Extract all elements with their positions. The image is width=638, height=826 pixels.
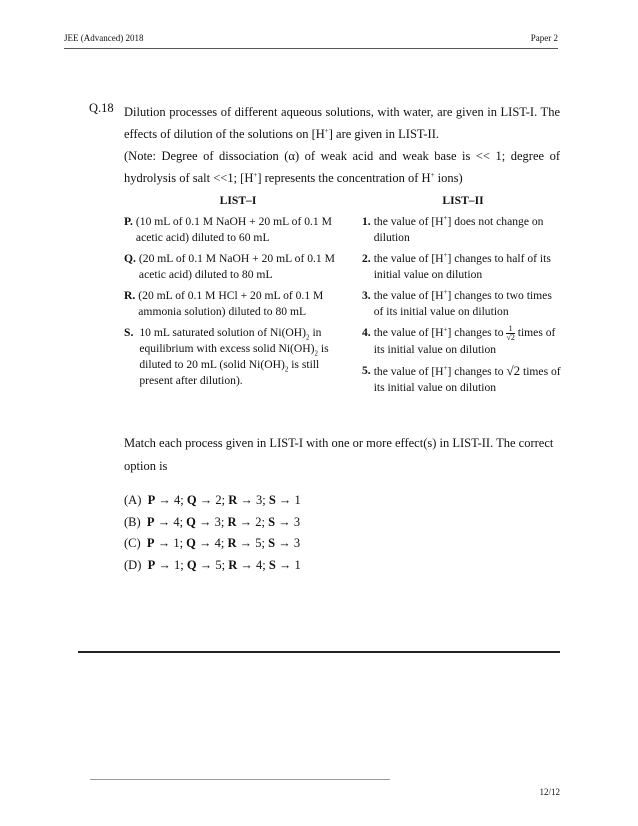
option-a[interactable] (124, 490, 301, 512)
mapping-target: → 1 (275, 493, 301, 507)
list-i-key: Q (186, 557, 197, 572)
list-ii-item-1 (362, 214, 564, 246)
mapping-target: → 3; (195, 514, 228, 529)
list-i-key: R (228, 493, 238, 507)
effect-post: ] changes to (447, 326, 507, 340)
list-i-item-r (124, 288, 352, 320)
subscript-2: 2 (314, 349, 319, 358)
item-label: P. (124, 215, 133, 228)
header-rule (64, 48, 558, 49)
plus-sup: + (324, 126, 329, 135)
plus-sup: + (443, 364, 448, 373)
mapping-target: → 4; (154, 514, 187, 529)
mapping-target: → 1 (275, 557, 301, 572)
option-label: (D) (124, 557, 148, 572)
effect-tail: times of its initial value on dilution (373, 365, 561, 394)
list-i-key: Q (186, 536, 196, 550)
list-i-item-q (124, 251, 352, 283)
option-b[interactable] (124, 512, 301, 534)
list-i-key: S (268, 493, 276, 507)
item-label: S. (124, 326, 134, 339)
plus-sup: + (253, 170, 258, 179)
option-label: (C) (124, 536, 147, 550)
answer-options (124, 490, 301, 576)
mapping-target: → 1; (155, 557, 187, 572)
effect-pre: the value of [H (373, 252, 444, 265)
list-i-key: R (228, 557, 238, 572)
item-text (371, 251, 564, 283)
item-label: Q. (124, 252, 136, 265)
section-divider (78, 651, 560, 653)
question-intro (124, 101, 560, 145)
list-i-key: Q (186, 493, 197, 507)
mapping-target: → 4; (195, 536, 228, 550)
plus-sup: + (443, 288, 448, 297)
effect-post: ] changes to half of its initial value on dilution (373, 252, 551, 281)
effect-post: ] changes to two times of its initial value on dilution (373, 289, 552, 318)
plus-sup: + (443, 325, 448, 334)
list-i-key: P (146, 514, 155, 529)
effect-post: ] changes to (447, 365, 507, 378)
page-number: 12/12 (539, 787, 560, 797)
effect-post: ] does not change on dilution (373, 215, 544, 244)
item-label: 3. (362, 289, 371, 302)
match-instruction (124, 432, 560, 478)
item-text: (20 mL of 0.1 M HCl + 20 mL of 0.1 M ammonia solution) diluted to 80 mL (138, 289, 324, 318)
question-note (124, 145, 560, 189)
item-label: 1. (362, 215, 371, 228)
list-i-key: S (268, 557, 276, 572)
mapping-target: → 4; (237, 557, 269, 572)
effect-pre: the value of [H (373, 289, 444, 302)
footer-rule (90, 779, 390, 780)
intro-text-a: Dilution processes of different aqueous solutions, with water, are given in LIST-I. The effects of dilution of the solutions on [H (124, 105, 560, 141)
intro-text-b: ] are given in LIST-II. (328, 127, 440, 141)
item-label: R. (124, 289, 136, 302)
match-instruction-text: Match each process given in LIST-I with one or more effect(s) in LIST-II. The correct option is (124, 436, 554, 473)
header-paper-label: Paper 2 (530, 33, 558, 43)
list-ii-item-4 (362, 325, 564, 358)
list-ii-item-2 (362, 251, 564, 283)
list-i-key: R (227, 536, 237, 550)
item-text (371, 288, 564, 320)
item-label: 2. (362, 252, 371, 265)
list-i-item-s (124, 325, 352, 389)
s-text-a: 10 mL saturated solution of Ni(OH) (139, 326, 307, 339)
plus-sup: + (430, 170, 435, 179)
item-label: 5. (362, 364, 371, 377)
item-text (133, 325, 352, 389)
subscript-2: 2 (306, 333, 310, 342)
question-number: Q.18 (89, 101, 114, 115)
mapping-target: → 5; (236, 536, 269, 550)
mapping-target: → 3 (275, 536, 301, 550)
header-exam-title: JEE (Advanced) 2018 (64, 33, 144, 43)
list-i-key: P (147, 493, 156, 507)
question-statement (124, 101, 560, 189)
mapping-target: → 2; (196, 493, 229, 507)
mapping-target: → 4; (155, 493, 187, 507)
note-text-b: ] represents the concentration of H (257, 171, 431, 185)
list-i-key: R (227, 514, 237, 529)
mapping-target: → 5; (196, 557, 229, 572)
item-text: (10 mL of 0.1 M NaOH + 20 mL of 0.1 M acetic acid) diluted to 60 mL (135, 215, 332, 244)
mapping-target: → 1; (154, 536, 187, 550)
option-label: (A) (124, 493, 148, 507)
list-i-item-p (124, 214, 352, 246)
effect-pre: the value of [H (373, 326, 444, 340)
s-text-d: is still present after dilution). (139, 358, 320, 387)
fraction-numerator: 1 (506, 325, 514, 334)
plus-sup: + (443, 251, 448, 260)
item-text (371, 325, 564, 358)
list-i-title: LIST–I (219, 194, 257, 207)
plus-sup: + (443, 214, 448, 223)
list-i-key: S (268, 514, 276, 529)
effect-pre: the value of [H (373, 215, 444, 228)
list-ii-item-3 (362, 288, 564, 320)
list-i-key: Q (186, 514, 196, 529)
note-text-c: ions) (434, 171, 463, 185)
s-text-b: in equilibrium with excess solid Ni(OH) (139, 326, 322, 355)
item-text (371, 214, 564, 246)
list-i-key: P (146, 536, 155, 550)
fraction-one-over-root-two (506, 325, 514, 342)
mapping-target: → 2; (236, 514, 269, 529)
item-label: 4. (362, 326, 371, 339)
s-text-c: is diluted to 20 mL (solid Ni(OH) (139, 342, 329, 371)
list-i-key: P (147, 557, 156, 572)
list-ii (362, 193, 564, 401)
subscript-2: 2 (284, 365, 289, 374)
note-text-a: (Note: Degree of dissociation (α) of weak acid and weak base is << 1; degree of hydrolysis of salt <<1; [H (124, 149, 560, 185)
fraction-denominator: √2 (506, 333, 515, 342)
option-c[interactable] (124, 533, 301, 555)
option-label: (B) (124, 514, 147, 529)
effect-tail: times of its initial value on dilution (373, 326, 556, 356)
option-d[interactable] (124, 555, 301, 577)
list-i-key: S (268, 536, 276, 550)
mapping-target: → 3 (275, 514, 301, 529)
effect-pre: the value of [H (373, 365, 444, 378)
item-text (371, 363, 564, 396)
list-i (124, 193, 352, 394)
root-two: √2 (506, 363, 521, 378)
list-ii-item-5 (362, 363, 564, 396)
mapping-target: → 3; (237, 493, 269, 507)
item-text: (20 mL of 0.1 M NaOH + 20 mL of 0.1 M acetic acid) diluted to 80 mL (138, 252, 335, 281)
list-ii-title: LIST–II (442, 194, 484, 207)
